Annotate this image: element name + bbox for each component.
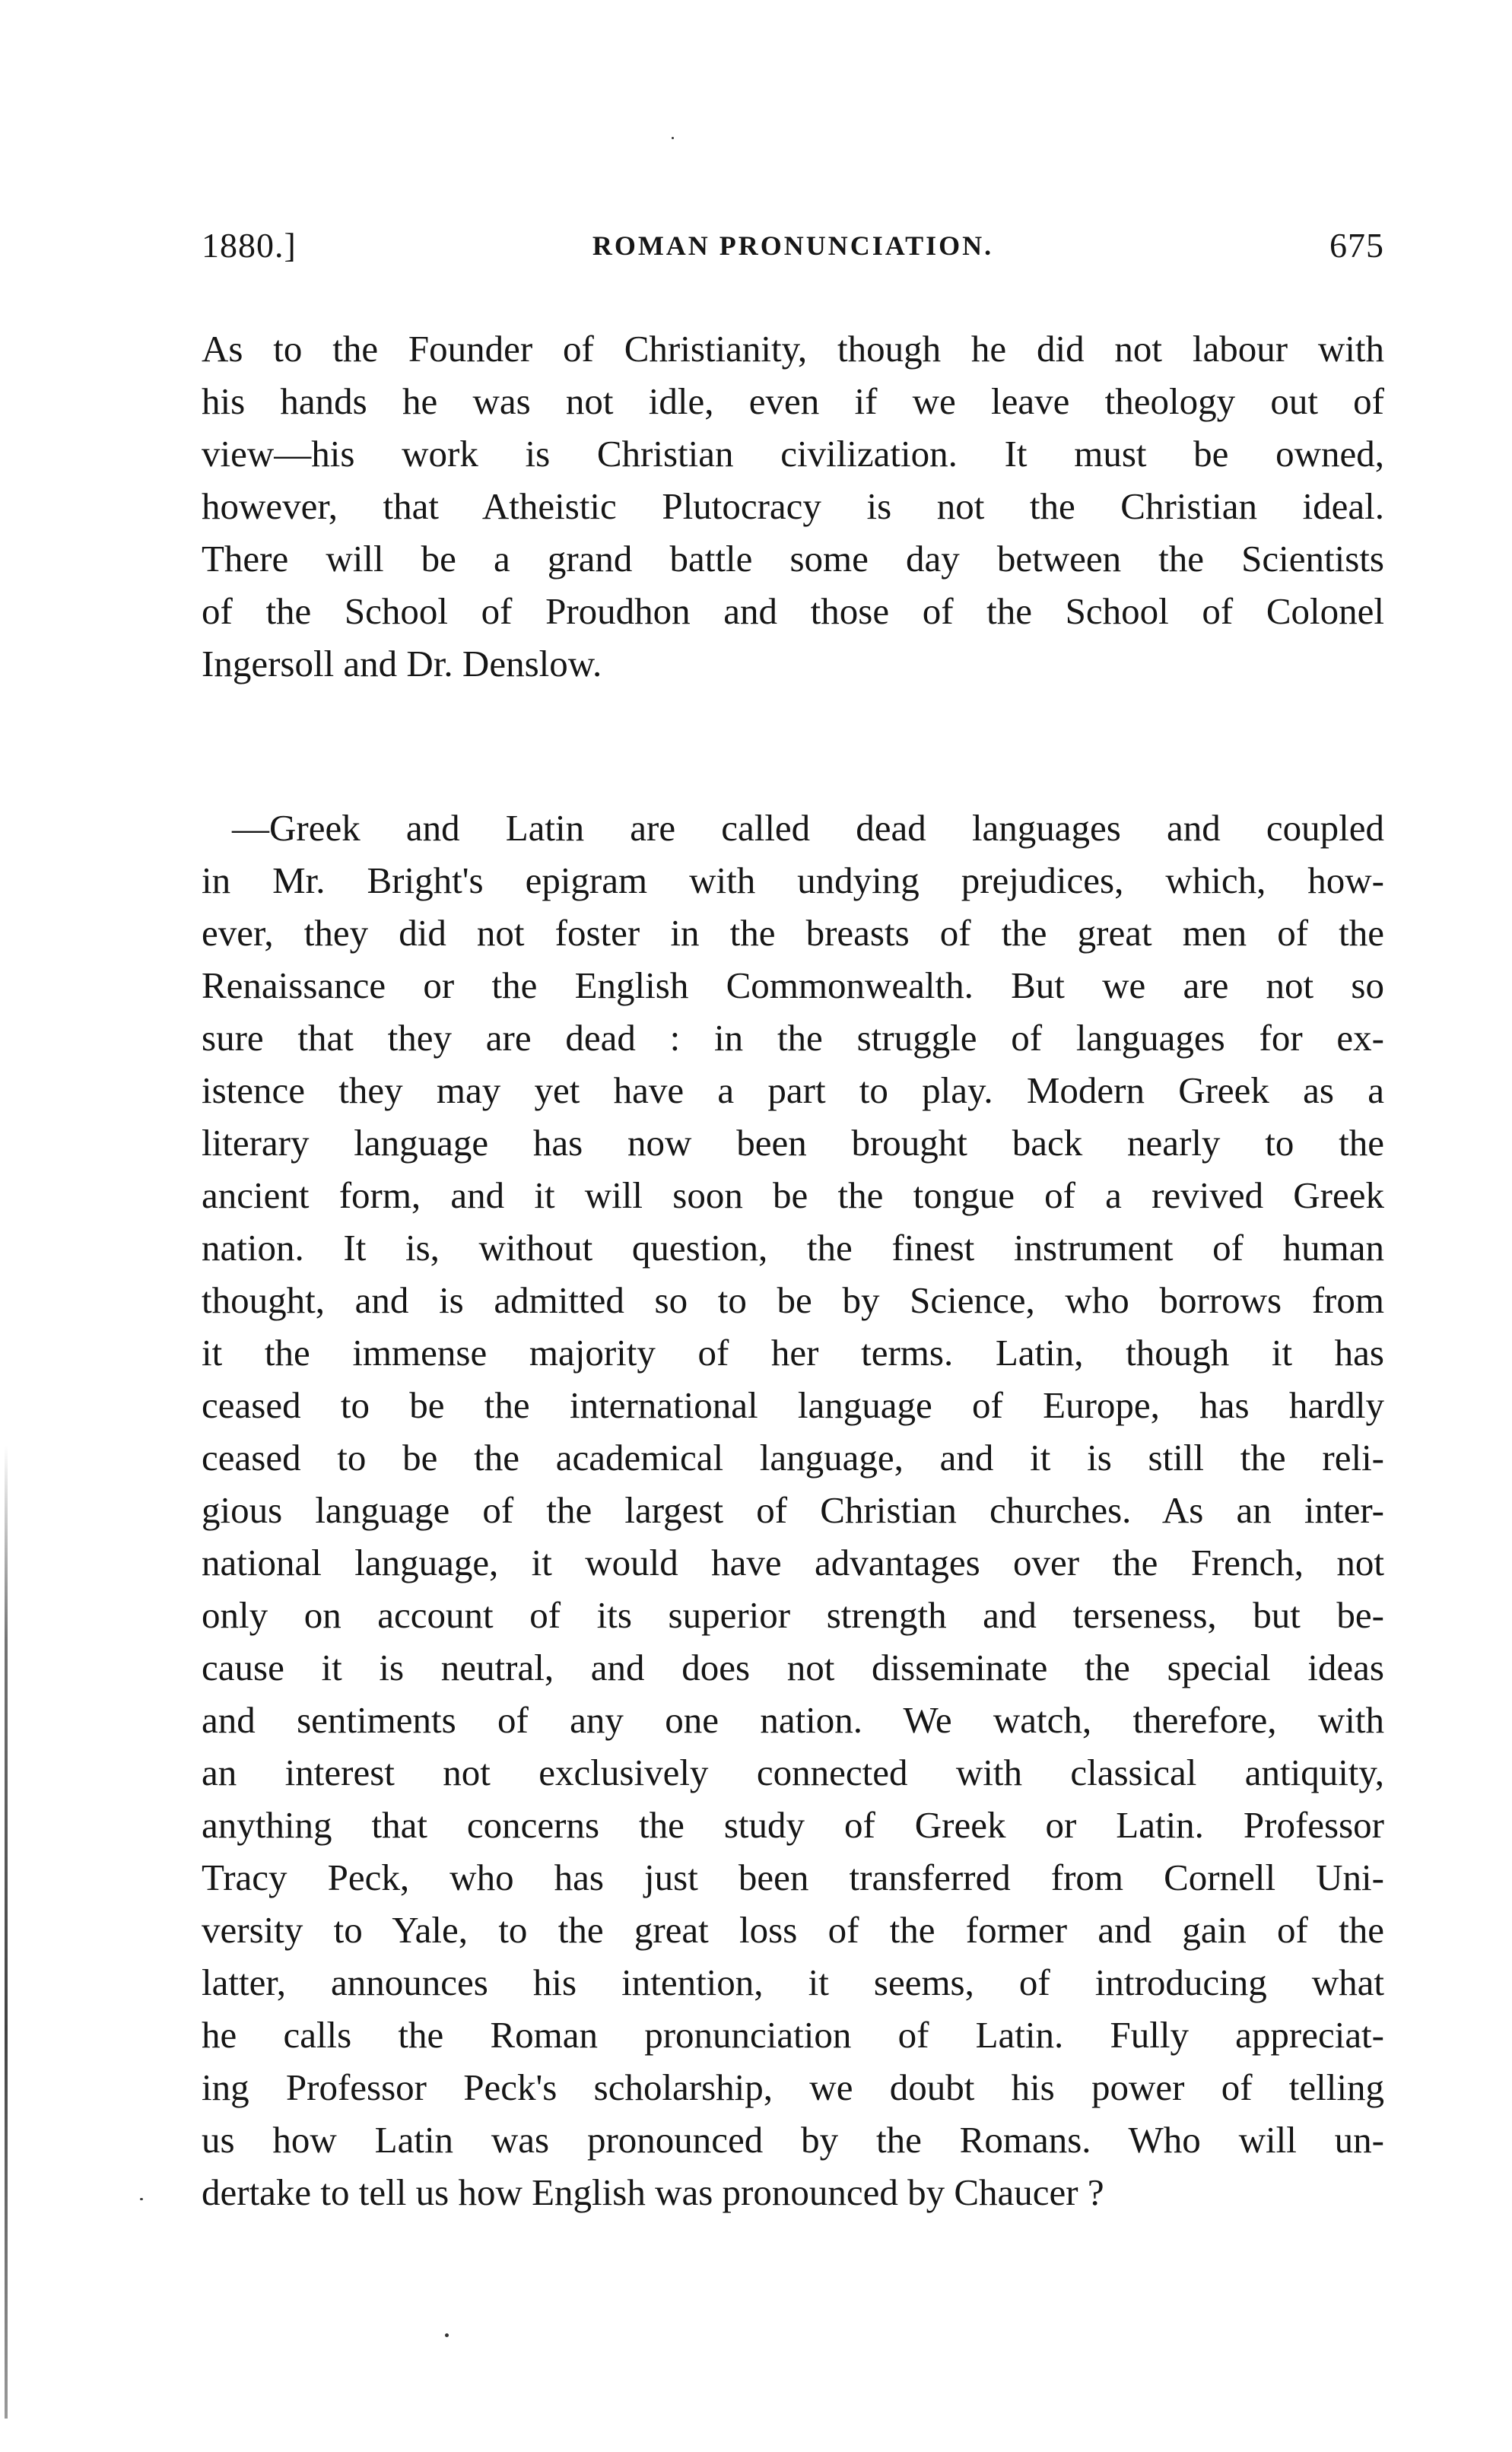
- text-line: thought, and is admitted so to be by Science, who borrows from: [202, 1279, 1384, 1321]
- text-line: view—his work is Christian civilization. It must be owned,: [202, 433, 1384, 475]
- text-line: his hands he was not idle, even if we leave theology out of: [202, 380, 1384, 422]
- paragraph-founder-of-christianity: [202, 322, 1384, 690]
- text-line: nation. It is, without question, the finest instrument of human: [202, 1227, 1384, 1269]
- text-line: anything that concerns the study of Greek or Latin. Professor: [202, 1804, 1384, 1846]
- text-line: ing Professor Peck's scholarship, we doubt his power of telling: [202, 2066, 1384, 2108]
- scan-speck: [672, 137, 674, 139]
- text-line: versity to Yale, to the great loss of the former and gain of the: [202, 1909, 1384, 1951]
- header-page-number: 675: [1329, 226, 1384, 265]
- text-line: latter, announces his intention, it seems, of introducing what: [202, 1961, 1384, 2003]
- text-line: ceased to be the academical language, and it is still the reli-: [202, 1437, 1384, 1479]
- scan-speck: [445, 2333, 449, 2337]
- text-line: of the School of Proudhon and those of the School of Colonel: [202, 590, 1384, 632]
- text-line: national language, it would have advantages over the French, not: [202, 1542, 1384, 1583]
- text-line: it the immense majority of her terms. Latin, though it has: [202, 1332, 1384, 1374]
- text-line: —Greek and Latin are called dead languages and coupled: [232, 807, 1384, 849]
- text-line: only on account of its superior strength and terseness, but be-: [202, 1594, 1384, 1636]
- text-line: Ingersoll and Dr. Denslow.: [202, 643, 602, 684]
- text-line: he calls the Roman pronunciation of Latin. Fully appreciat-: [202, 2014, 1384, 2056]
- text-line: sure that they are dead : in the struggle of languages for ex-: [202, 1017, 1384, 1059]
- text-line: ceased to be the international language of Europe, has hardly: [202, 1384, 1384, 1426]
- text-line: cause it is neutral, and does not disseminate the special ideas: [202, 1647, 1384, 1688]
- text-line: us how Latin was pronounced by the Romans. Who will un-: [202, 2119, 1384, 2161]
- page-edge-shadow: [5, 1445, 8, 2419]
- text-line: ever, they did not foster in the breasts of the great men of the: [202, 912, 1384, 954]
- paragraph-greek-and-latin: [202, 802, 1384, 2219]
- text-line: literary language has now been brought back nearly to the: [202, 1122, 1384, 1164]
- text-line: There will be a grand battle some day between the Scientists: [202, 538, 1384, 580]
- text-line: As to the Founder of Christianity, though he did not labour with: [202, 328, 1384, 370]
- header-year: 1880.]: [202, 226, 297, 265]
- text-line: in Mr. Bright's epigram with undying prejudices, which, how-: [202, 859, 1384, 901]
- text-line: Renaissance or the English Commonwealth. But we are not so: [202, 964, 1384, 1006]
- text-line: an interest not exclusively connected with classical antiquity,: [202, 1752, 1384, 1793]
- text-line: gious language of the largest of Christian churches. As an inter-: [202, 1489, 1384, 1531]
- scan-speck: [140, 2198, 143, 2200]
- header-title: ROMAN PRONUNCIATION.: [592, 230, 994, 261]
- text-line: however, that Atheistic Plutocracy is not the Christian ideal.: [202, 485, 1384, 527]
- text-line: istence they may yet have a part to play. Modern Greek as a: [202, 1069, 1384, 1111]
- running-header: [202, 225, 1384, 271]
- text-line: ancient form, and it will soon be the tongue of a revived Greek: [202, 1174, 1384, 1216]
- text-line: and sentiments of any one nation. We watch, therefore, with: [202, 1699, 1384, 1741]
- text-line: Tracy Peck, who has just been transferred from Cornell Uni-: [202, 1856, 1384, 1898]
- text-line: dertake to tell us how English was pronounced by Chaucer ?: [202, 2171, 1104, 2213]
